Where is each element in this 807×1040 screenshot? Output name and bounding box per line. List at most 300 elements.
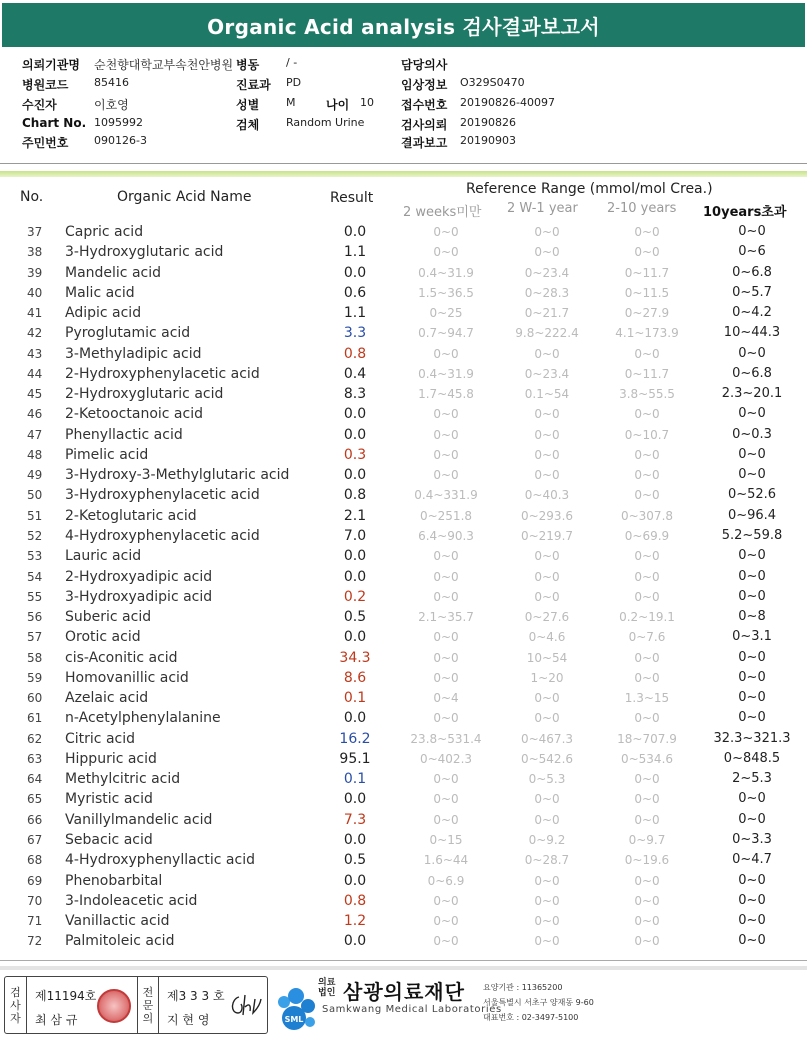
signature-box — [4, 976, 268, 1034]
ref-2-10years: 0~0 — [634, 225, 660, 239]
receipt-label: 접수번호 — [401, 98, 448, 112]
result-value: 0.0 — [343, 264, 367, 281]
result-value: 8.6 — [343, 669, 367, 686]
table-row — [0, 688, 807, 708]
ref-2weeks: 0~0 — [433, 893, 459, 908]
ref-2-10years: 0~307.8 — [620, 508, 674, 523]
row-number: 65 — [27, 792, 43, 807]
ref-2-10years: 0~0 — [634, 245, 660, 260]
doctor-label: 담당의사 — [401, 58, 448, 72]
specimen-label: 검체 — [236, 118, 260, 132]
org-prefix-line: 법인 — [318, 988, 336, 998]
ref-2-10years: 0~69.9 — [624, 528, 670, 543]
row-number: 41 — [27, 306, 43, 321]
institution-value: 순천향대학교부속천안병원 — [94, 58, 234, 72]
ref-10years-plus: 0~4.7 — [732, 852, 772, 868]
table-row — [0, 404, 807, 424]
ref-2w-1year: 0~0 — [534, 549, 560, 564]
table-row — [0, 850, 807, 870]
table-row — [0, 344, 807, 364]
ref-2w-1year: 0~0 — [534, 245, 560, 260]
ref-2-10years: 0.2~19.1 — [619, 610, 675, 625]
request-value: 20190826 — [460, 116, 516, 129]
row-number: 53 — [27, 549, 43, 564]
ref-2weeks: 0~0 — [433, 569, 459, 584]
ref-2w-1year: 0~0 — [534, 346, 560, 361]
ref-2w-1year: 0~293.6 — [520, 508, 574, 523]
result-value: 1.1 — [343, 244, 367, 261]
table-row — [0, 810, 807, 830]
hospital-code-value: 85416 — [94, 76, 129, 89]
ref-2w-1year: 0~467.3 — [520, 731, 574, 746]
org-prefix — [318, 978, 335, 998]
ref-2w-1year: 10~54 — [526, 650, 568, 665]
ref-2w-1year: 0~0 — [534, 711, 560, 726]
ref-2w-1year: 0~5.3 — [528, 772, 566, 787]
ref-10years-plus: 2~5.3 — [732, 771, 772, 787]
ref-2weeks: 0~0 — [433, 549, 459, 564]
col-name-header: Organic Acid Name — [117, 189, 252, 205]
ref-2-10years: 0~0 — [634, 468, 660, 483]
acid-name: Methylcitric acid — [65, 771, 181, 788]
row-number: 45 — [27, 387, 43, 402]
result-value: 0.0 — [343, 406, 367, 423]
ref-2w-1year: 0~542.6 — [520, 751, 574, 766]
divider — [0, 966, 807, 970]
acid-name: cis-Aconitic acid — [65, 649, 178, 666]
ref-2weeks: 6.4~90.3 — [418, 528, 474, 543]
row-number: 43 — [27, 346, 43, 361]
row-number: 44 — [27, 366, 43, 381]
row-number: 39 — [27, 265, 43, 280]
table-row — [0, 364, 807, 384]
ref-10years-plus: 0~6.8 — [732, 365, 772, 381]
hospital-code-label: 병원코드 — [22, 78, 69, 92]
row-number: 47 — [27, 427, 43, 442]
ref-2-10years: 0~9.7 — [628, 832, 666, 847]
ref-10years-plus: 5.2~59.8 — [721, 527, 783, 543]
specialist-label-char: 문 — [142, 998, 154, 1012]
acid-name: Suberic acid — [65, 609, 152, 626]
ref-2weeks: 0~0 — [433, 670, 459, 685]
acid-name: Phenobarbital — [65, 872, 163, 889]
ref-10years-plus: 0~52.6 — [727, 487, 777, 503]
ref-10years-plus: 0~0 — [738, 933, 766, 949]
result-value: 0.0 — [343, 933, 367, 950]
table-row — [0, 931, 807, 951]
result-value: 7.3 — [343, 811, 367, 828]
ref-2weeks: 0.4~31.9 — [418, 366, 474, 381]
seal-stamp-icon — [97, 989, 131, 1023]
ref-2weeks: 0~0 — [433, 934, 459, 949]
ref-2-10years: 0~0 — [634, 893, 660, 908]
row-number: 54 — [27, 569, 43, 584]
org-name: 삼광의료재단 — [343, 980, 465, 1004]
chart-label: Chart No. — [22, 116, 87, 130]
acid-name: 2-Hydroxyglutaric acid — [65, 386, 224, 403]
table-row — [0, 587, 807, 607]
age-value: 10 — [360, 96, 374, 109]
ref-10years-plus: 0~0 — [738, 467, 766, 483]
ref-2w-1year: 1~20 — [530, 670, 564, 685]
signature-icon — [227, 991, 263, 1019]
table-row — [0, 789, 807, 809]
ref-2w-1year: 0~0 — [534, 569, 560, 584]
row-number: 56 — [27, 610, 43, 625]
chart-value: 1095992 — [94, 116, 143, 129]
ref-10years-plus: 0~8 — [738, 609, 766, 625]
ref-2weeks: 2.1~35.7 — [418, 610, 474, 625]
ward-value: / - — [286, 56, 298, 69]
ref-2w-1year: 0~0 — [534, 447, 560, 462]
ref-2-10years: 0~11.7 — [624, 366, 670, 381]
ref-2weeks: 0~0 — [433, 346, 459, 361]
ref-10years-plus: 0~0 — [738, 568, 766, 584]
row-number: 49 — [27, 468, 43, 483]
ref-2w-1year: 0~23.4 — [524, 366, 570, 381]
acid-name: 3-Hydroxy-3-Methylglutaric acid — [65, 467, 290, 484]
acid-name: Mandelic acid — [65, 264, 162, 281]
ref-2w-1year: 0~40.3 — [524, 488, 570, 503]
acid-name: Adipic acid — [65, 305, 142, 322]
row-number: 59 — [27, 670, 43, 685]
ref-2weeks: 0~4 — [433, 691, 459, 706]
patient-info — [0, 54, 807, 156]
result-value: 34.3 — [339, 649, 371, 666]
ref-2weeks: 0~0 — [433, 792, 459, 807]
ref-10years-plus: 0~0 — [738, 224, 766, 239]
ref-2weeks: 0~0 — [433, 914, 459, 929]
result-value: 0.5 — [343, 852, 367, 869]
ref-2-10years: 0~0 — [634, 670, 660, 685]
ref-10years-plus: 0~6.8 — [732, 264, 772, 280]
specimen-value: Random Urine — [286, 116, 365, 129]
ref-10years-plus: 0~848.5 — [723, 750, 781, 766]
ref-2weeks: 0~402.3 — [419, 751, 473, 766]
ref-10years-plus: 0~0 — [738, 892, 766, 908]
specialist-number: 제3 3 3 호 — [167, 989, 225, 1003]
row-number: 70 — [27, 893, 43, 908]
acid-name: Azelaic acid — [65, 690, 149, 707]
acid-name: 2-Ketoglutaric acid — [65, 507, 197, 524]
ref-10years-plus: 0~0 — [738, 345, 766, 361]
acid-name: 3-Methyladipic acid — [65, 345, 202, 362]
table-row — [0, 911, 807, 931]
ref-2w-1year: 0~21.7 — [524, 306, 570, 321]
ref-2weeks: 0~0 — [433, 589, 459, 604]
specialist-label — [137, 977, 159, 1033]
ref-2weeks: 0~0 — [433, 407, 459, 422]
ref-col-2: 2 W-1 year — [507, 201, 578, 216]
ref-2weeks: 0~25 — [429, 306, 463, 321]
table-row — [0, 891, 807, 911]
sex-label: 성별 — [236, 98, 260, 112]
acid-name: Homovanillic acid — [65, 669, 189, 686]
row-number: 46 — [27, 407, 43, 422]
recipient-label: 수진자 — [22, 98, 57, 112]
table-row — [0, 708, 807, 728]
ref-2w-1year: 9.8~222.4 — [515, 326, 579, 341]
col-result-header: Result — [330, 190, 374, 206]
col-no-header: No. — [20, 189, 44, 205]
result-value: 8.3 — [343, 386, 367, 403]
acid-name: Capric acid — [65, 224, 144, 240]
result-value: 0.0 — [343, 831, 367, 848]
table-row — [0, 445, 807, 465]
table-row — [0, 242, 807, 262]
ref-2w-1year: 0~0 — [534, 225, 560, 239]
dept-label: 진료과 — [236, 78, 271, 92]
ref-2w-1year: 0~0 — [534, 792, 560, 807]
ref-col-3: 2-10 years — [607, 201, 677, 216]
ref-2-10years: 0~0 — [634, 589, 660, 604]
ref-2-10years: 1.3~15 — [624, 691, 670, 706]
row-number: 71 — [27, 914, 43, 929]
ref-2weeks: 0~0 — [433, 225, 459, 239]
table-row — [0, 384, 807, 404]
ref-2-10years: 0~0 — [634, 650, 660, 665]
ref-2w-1year: 0~27.6 — [524, 610, 570, 625]
acid-name: Hippuric acid — [65, 750, 157, 767]
ref-2-10years: 0~0 — [634, 914, 660, 929]
acid-name: Palmitoleic acid — [65, 933, 175, 950]
examiner-number: 제11194호 — [35, 989, 97, 1003]
table-row — [0, 627, 807, 647]
result-value: 0.0 — [343, 224, 367, 240]
ref-10years-plus: 10~44.3 — [723, 325, 781, 341]
result-value: 16.2 — [339, 730, 371, 747]
receipt-value: 20190826-40097 — [460, 96, 555, 109]
acid-name: 4-Hydroxyphenylacetic acid — [65, 527, 260, 544]
row-number: 67 — [27, 832, 43, 847]
result-value: 0.4 — [343, 365, 367, 382]
table-row — [0, 425, 807, 445]
ref-2w-1year: 0~0 — [534, 873, 560, 888]
acid-name: 2-Hydroxyphenylacetic acid — [65, 365, 260, 382]
result-value: 0.0 — [343, 426, 367, 443]
ref-2w-1year: 0.1~54 — [524, 387, 570, 402]
row-number: 68 — [27, 853, 43, 868]
ref-col-4: 10years초과 — [703, 205, 787, 220]
ref-2weeks: 0~0 — [433, 245, 459, 260]
ref-10years-plus: 0~0 — [738, 649, 766, 665]
result-value: 1.2 — [343, 913, 367, 930]
ref-10years-plus: 0~0.3 — [732, 426, 772, 442]
acid-name: 3-Hydroxyadipic acid — [65, 588, 213, 605]
row-number: 72 — [27, 934, 43, 949]
result-value: 0.8 — [343, 892, 367, 909]
row-number: 66 — [27, 812, 43, 827]
table-row — [0, 871, 807, 891]
ref-col-1: 2 weeks미만 — [403, 205, 482, 220]
institution-label: 의뢰기관명 — [22, 58, 80, 72]
acid-name: n-Acetylphenylalanine — [65, 710, 221, 727]
acid-name: Myristic acid — [65, 791, 153, 808]
ref-2w-1year: 0~9.2 — [528, 832, 566, 847]
ref-2-10years: 0~534.6 — [620, 751, 674, 766]
acid-name: Lauric acid — [65, 548, 142, 565]
ref-2weeks: 1.7~45.8 — [418, 387, 474, 402]
result-value: 95.1 — [339, 750, 371, 767]
results-table — [0, 222, 807, 952]
ward-label: 병동 — [236, 58, 260, 72]
ref-10years-plus: 0~3.3 — [732, 831, 772, 847]
ref-10years-plus: 0~96.4 — [727, 507, 777, 523]
table-row — [0, 323, 807, 343]
ref-10years-plus: 0~5.7 — [732, 284, 772, 300]
header-band — [0, 171, 807, 177]
ref-2weeks: 1.6~44 — [423, 853, 469, 868]
table-row — [0, 830, 807, 850]
footer — [0, 972, 807, 1040]
table-row — [0, 303, 807, 323]
table-row — [0, 749, 807, 769]
ref-2w-1year: 0~0 — [534, 691, 560, 706]
clinical-label: 임상정보 — [401, 78, 448, 92]
ref-2weeks: 0~15 — [429, 832, 463, 847]
ref-2-10years: 3.8~55.5 — [619, 387, 675, 402]
ref-2-10years: 0~11.5 — [624, 285, 670, 300]
ref-10years-plus: 0~0 — [738, 548, 766, 564]
ref-2weeks: 0~0 — [433, 650, 459, 665]
table-row — [0, 668, 807, 688]
table-row — [0, 222, 807, 242]
specialist-label-char: 의 — [142, 1011, 154, 1025]
divider — [0, 960, 807, 961]
ref-2weeks: 0.7~94.7 — [418, 326, 474, 341]
result-value: 0.0 — [343, 791, 367, 808]
result-value: 2.1 — [343, 507, 367, 524]
request-label: 검사의뢰 — [401, 118, 448, 132]
table-header — [0, 178, 807, 220]
ref-2-10years: 0~0 — [634, 346, 660, 361]
ref-2w-1year: 0~0 — [534, 812, 560, 827]
result-value: 0.1 — [343, 690, 367, 707]
result-value: 1.1 — [343, 305, 367, 322]
ref-2-10years: 0~0 — [634, 812, 660, 827]
ref-2-10years: 0~0 — [634, 569, 660, 584]
report-title: Organic Acid analysis 검사결과보고서 — [2, 3, 805, 47]
ref-10years-plus: 0~0 — [738, 710, 766, 726]
ref-2-10years: 0~0 — [634, 488, 660, 503]
result-value: 0.1 — [343, 771, 367, 788]
row-number: 55 — [27, 589, 43, 604]
table-row — [0, 465, 807, 485]
ref-10years-plus: 0~0 — [738, 406, 766, 422]
ref-10years-plus: 0~0 — [738, 872, 766, 888]
table-row — [0, 546, 807, 566]
result-value: 0.0 — [343, 568, 367, 585]
ref-2-10years: 0~0 — [634, 407, 660, 422]
ref-2w-1year: 0~4.6 — [528, 630, 566, 645]
row-number: 60 — [27, 691, 43, 706]
ref-2-10years: 0~0 — [634, 934, 660, 949]
result-value: 0.0 — [343, 548, 367, 565]
table-row — [0, 729, 807, 749]
row-number: 57 — [27, 630, 43, 645]
acid-name: Vanillylmandelic acid — [65, 811, 213, 828]
acid-name: Malic acid — [65, 284, 135, 301]
ref-10years-plus: 0~0 — [738, 811, 766, 827]
result-value: 0.0 — [343, 629, 367, 646]
ref-2w-1year: 0~0 — [534, 407, 560, 422]
row-number: 51 — [27, 508, 43, 523]
acid-name: Sebacic acid — [65, 831, 153, 848]
examiner-name: 최 삼 규 — [35, 1013, 78, 1027]
acid-name: 2-Ketooctanoic acid — [65, 406, 203, 423]
report-date-value: 20190903 — [460, 134, 516, 147]
result-value: 7.0 — [343, 527, 367, 544]
row-number: 58 — [27, 650, 43, 665]
ref-10years-plus: 2.3~20.1 — [721, 386, 783, 402]
result-value: 0.5 — [343, 609, 367, 626]
ref-2weeks: 0.4~331.9 — [414, 488, 478, 503]
ref-10years-plus: 0~3.1 — [732, 629, 772, 645]
ref-2weeks: 23.8~531.4 — [410, 731, 482, 746]
age-label: 나이 — [326, 98, 350, 112]
result-value: 0.0 — [343, 710, 367, 727]
recipient-value: 이호영 — [94, 98, 129, 112]
row-number: 52 — [27, 528, 43, 543]
examiner-label-char: 검 — [10, 985, 21, 999]
row-number: 50 — [27, 488, 43, 503]
ref-10years-plus: 32.3~321.3 — [713, 730, 791, 746]
acid-name: Vanillactic acid — [65, 913, 170, 930]
acid-name: 2-Hydroxyadipic acid — [65, 568, 213, 585]
row-number: 40 — [27, 285, 43, 300]
ref-2-10years: 0~0 — [634, 447, 660, 462]
table-row — [0, 769, 807, 789]
examiner-label-char: 자 — [10, 1011, 21, 1025]
ref-2-10years: 4.1~173.9 — [615, 326, 679, 341]
table-row — [0, 648, 807, 668]
ref-2weeks: 0~0 — [433, 427, 459, 442]
ref-2weeks: 0~0 — [433, 630, 459, 645]
ref-10years-plus: 0~0 — [738, 690, 766, 706]
ref-2weeks: 0.4~31.9 — [418, 265, 474, 280]
ref-range-title: Reference Range (mmol/mol Crea.) — [466, 181, 713, 197]
result-value: 3.3 — [343, 325, 367, 342]
examiner-label-char: 사 — [10, 998, 21, 1012]
contact-line: 대표번호 : 02-3497-5100 — [483, 1013, 579, 1022]
logo-text: SML — [284, 1015, 304, 1024]
ref-2-10years: 0~19.6 — [624, 853, 670, 868]
ref-2-10years: 0~0 — [634, 792, 660, 807]
result-value: 0.0 — [343, 467, 367, 484]
ref-2w-1year: 0~0 — [534, 589, 560, 604]
ref-2weeks: 0~6.9 — [427, 873, 465, 888]
clinical-value: O329S0470 — [460, 76, 525, 89]
org-english-name: Samkwang Medical Laboratories — [322, 1004, 502, 1015]
ref-2-10years: 18~707.9 — [617, 731, 677, 746]
result-value: 0.0 — [343, 872, 367, 889]
ref-10years-plus: 0~0 — [738, 913, 766, 929]
ref-10years-plus: 0~0 — [738, 446, 766, 462]
result-value: 0.8 — [343, 345, 367, 362]
row-number: 62 — [27, 731, 43, 746]
table-row — [0, 526, 807, 546]
ref-2weeks: 0~0 — [433, 812, 459, 827]
ref-2weeks: 0~0 — [433, 711, 459, 726]
sex-value: M — [286, 96, 296, 109]
ref-2weeks: 0~0 — [433, 447, 459, 462]
ref-2weeks: 0~0 — [433, 468, 459, 483]
table-row — [0, 607, 807, 627]
id-value: 090126-3 — [94, 134, 147, 147]
specialist-label-char: 전 — [142, 985, 154, 999]
ref-2w-1year: 0~28.3 — [524, 285, 570, 300]
row-number: 63 — [27, 751, 43, 766]
